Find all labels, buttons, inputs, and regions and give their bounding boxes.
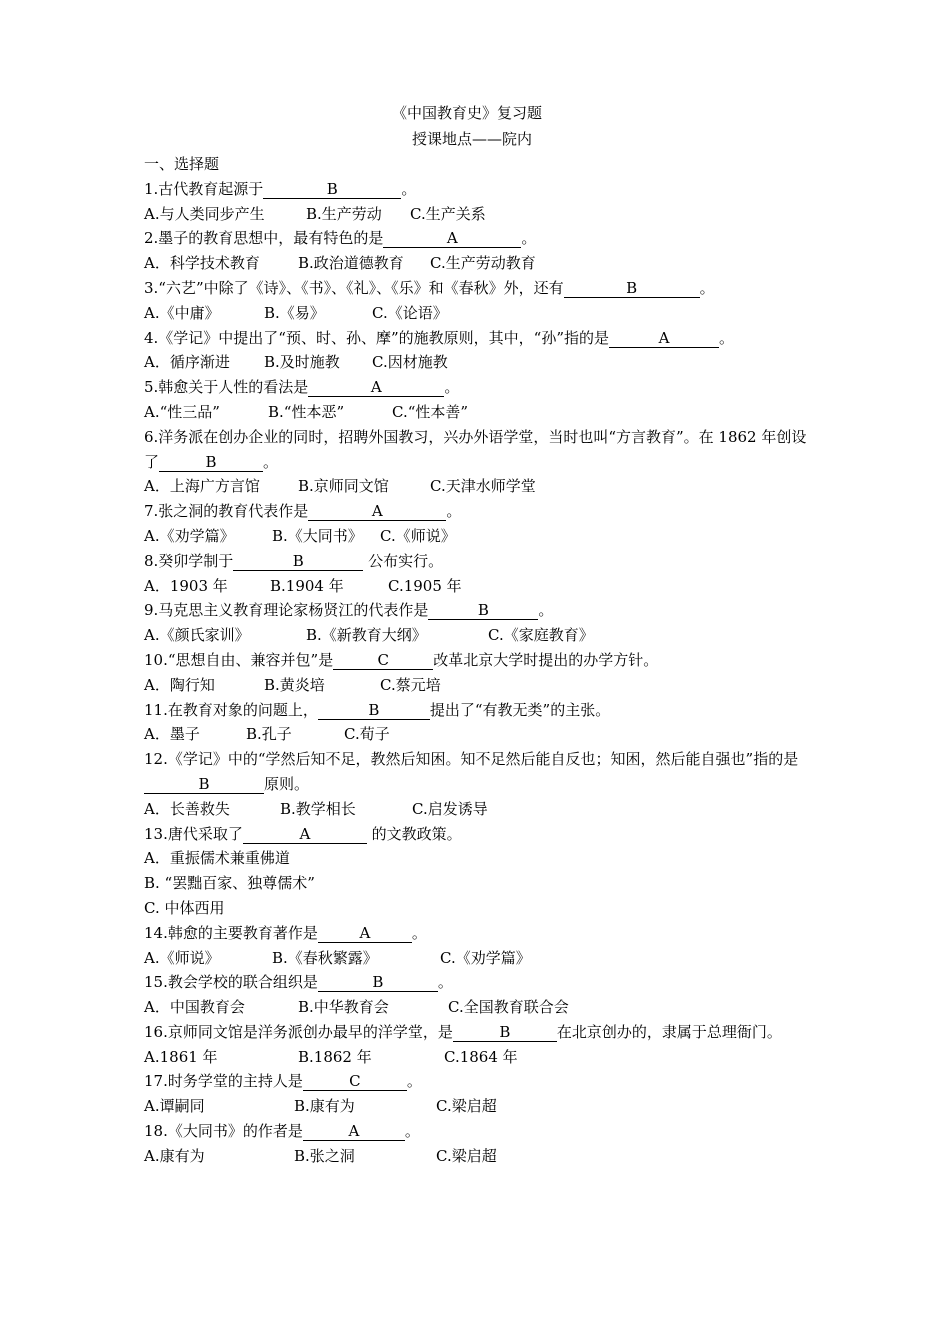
stem-text: 5.韩愈关于人性的看法是 bbox=[144, 378, 309, 397]
option-b: B. “罢黜百家、独尊儒术” bbox=[144, 874, 315, 893]
question-options bbox=[144, 995, 812, 1020]
answer-blank: A bbox=[308, 502, 446, 521]
question-options bbox=[144, 301, 812, 326]
stem-text: 的文教政策。 bbox=[366, 824, 462, 843]
stem-text: 14.韩愈的主要教育著作是 bbox=[144, 923, 318, 942]
stem-text: 。 bbox=[401, 179, 417, 198]
option-c: C.1864 年 bbox=[444, 1047, 518, 1066]
answer-blank: B bbox=[263, 180, 401, 199]
question-options bbox=[144, 400, 812, 425]
stem-text: 在北京创办的，隶属于总理衙门。 bbox=[556, 1022, 782, 1041]
option-a: A．1903 年 bbox=[144, 576, 228, 595]
option-c: C.生产关系 bbox=[410, 204, 486, 223]
document-subtitle: 授课地点——院内 bbox=[412, 130, 533, 148]
stem-text: 。 bbox=[699, 278, 715, 297]
option-a: A．上海广方言馆 bbox=[144, 477, 260, 496]
stem-text: 。 bbox=[437, 973, 453, 992]
answer-blank: B bbox=[453, 1023, 557, 1042]
stem-text: 。 bbox=[719, 328, 735, 347]
answer-blank: B bbox=[233, 552, 363, 571]
option-c: C.1905 年 bbox=[388, 576, 462, 595]
stem-text: 。 bbox=[538, 601, 554, 620]
question-options bbox=[144, 524, 812, 549]
option-c: C.《论语》 bbox=[372, 303, 448, 322]
option-b: B.教学相长 bbox=[280, 799, 356, 818]
option-c: C.生产劳动教育 bbox=[430, 254, 536, 273]
option-a: A.《师说》 bbox=[144, 948, 220, 967]
answer-blank: A bbox=[609, 329, 719, 348]
question-stem bbox=[144, 425, 812, 475]
stem-text: 。 bbox=[411, 923, 427, 942]
option-a: A.《中庸》 bbox=[144, 303, 220, 322]
question-options bbox=[144, 251, 812, 276]
option-a: A．中国教育会 bbox=[144, 998, 245, 1017]
question-stem bbox=[144, 598, 812, 623]
option-b: B.1904 年 bbox=[270, 576, 344, 595]
option-c: C.因材施教 bbox=[372, 353, 448, 372]
answer-blank: A bbox=[303, 1122, 405, 1141]
stem-text: 13.唐代采取了 bbox=[144, 824, 243, 843]
question-stem bbox=[144, 375, 812, 400]
stem-text: 7.张之洞的教育代表作是 bbox=[144, 502, 309, 521]
stem-text: 。 bbox=[263, 452, 279, 471]
question-options bbox=[144, 797, 812, 822]
stem-text: 3.“六艺”中除了《诗》、《书》、《礼》、《乐》和《春秋》外，还有 bbox=[144, 278, 564, 297]
option-a: A.“性三品” bbox=[144, 402, 220, 421]
question-stem bbox=[144, 747, 812, 797]
option-a: A．陶行知 bbox=[144, 675, 215, 694]
answer-blank: A bbox=[383, 229, 521, 248]
stem-text: 18.《大同书》的作者是 bbox=[144, 1122, 303, 1141]
question-stem bbox=[144, 549, 812, 574]
stem-text: 。 bbox=[406, 1072, 422, 1091]
question-options bbox=[144, 623, 812, 648]
stem-text: 2.墨子的教育思想中，最有特色的是 bbox=[144, 229, 384, 248]
option-b: B.“性本恶” bbox=[268, 402, 345, 421]
question-stem bbox=[144, 1069, 812, 1094]
answer-blank: B bbox=[159, 453, 263, 472]
option-b: B.及时施教 bbox=[264, 353, 340, 372]
option-a: A．重振儒术兼重佛道 bbox=[144, 849, 290, 868]
question-list bbox=[144, 152, 812, 1169]
option-a: A．循序渐进 bbox=[144, 353, 230, 372]
option-c: C.天津水师学堂 bbox=[430, 477, 536, 496]
stem-text: 4.《学记》中提出了“预、时、孙、摩”的施教原则，其中，“孙”指的是 bbox=[144, 328, 609, 347]
answer-blank: B bbox=[318, 701, 430, 720]
question-stem bbox=[144, 648, 812, 673]
option-c: C.荀子 bbox=[344, 725, 390, 744]
stem-text: 公布实行。 bbox=[363, 551, 444, 570]
stem-text: 10.“思想自由、兼容并包”是 bbox=[144, 650, 334, 669]
option-b: B.《大同书》 bbox=[272, 526, 363, 545]
option-c: C.《师说》 bbox=[380, 526, 456, 545]
option-c: C.全国教育联合会 bbox=[448, 998, 569, 1017]
option-b: B.《新教育大纲》 bbox=[306, 626, 427, 645]
question-options bbox=[144, 574, 812, 599]
question-stem bbox=[144, 177, 812, 202]
question-stem bbox=[144, 326, 812, 351]
stem-text: 。 bbox=[521, 229, 537, 248]
option-a: A.与人类同步产生 bbox=[144, 204, 265, 223]
question-stem bbox=[144, 276, 812, 301]
question-options bbox=[144, 722, 812, 747]
question-options bbox=[144, 350, 812, 375]
option-b: B.中华教育会 bbox=[298, 998, 389, 1017]
option-a: A.《颜氏家训》 bbox=[144, 626, 250, 645]
option-b: B.孔子 bbox=[246, 725, 292, 744]
stem-text: 15.教会学校的联合组织是 bbox=[144, 973, 318, 992]
option-b: B.生产劳动 bbox=[306, 204, 382, 223]
answer-blank: B bbox=[564, 279, 700, 298]
stem-text: 8.癸卯学制于 bbox=[144, 551, 234, 570]
answer-blank: B bbox=[428, 601, 538, 620]
option-a: A．科学技术教育 bbox=[144, 254, 260, 273]
question-options bbox=[144, 202, 812, 227]
document-title bbox=[0, 102, 950, 124]
option-b: B.1862 年 bbox=[298, 1047, 372, 1066]
option-a: A.《劝学篇》 bbox=[144, 526, 235, 545]
option-b: B.政治道德教育 bbox=[298, 254, 404, 273]
answer-blank: B bbox=[318, 973, 438, 992]
option-a: A．墨子 bbox=[144, 725, 200, 744]
stem-text: 17.时务学堂的主持人是 bbox=[144, 1072, 303, 1091]
question-stem bbox=[144, 1119, 812, 1144]
stem-text: 16.京师同文馆是洋务派创办最早的洋学堂，是 bbox=[144, 1022, 453, 1041]
option-b: B.《春秋繁露》 bbox=[272, 948, 378, 967]
option-a: A.谭嗣同 bbox=[144, 1097, 205, 1116]
answer-blank: A bbox=[308, 378, 444, 397]
question-options bbox=[144, 946, 812, 971]
option-c: C.梁启超 bbox=[436, 1097, 497, 1116]
question-stem bbox=[144, 822, 812, 847]
title-text: 《中国教育史》复习题 bbox=[391, 104, 542, 122]
question-stem bbox=[144, 698, 812, 723]
answer-blank: C bbox=[303, 1072, 407, 1091]
question-stem bbox=[144, 1020, 812, 1045]
stem-text: 改革北京大学时提出的办学方针。 bbox=[433, 650, 659, 669]
option-a: A．长善救失 bbox=[144, 799, 230, 818]
answer-blank: C bbox=[333, 651, 433, 670]
option-c: C.梁启超 bbox=[436, 1146, 497, 1165]
stem-text: 11.在教育对象的问题上， bbox=[144, 700, 318, 719]
option-c: C. 中体西用 bbox=[144, 898, 225, 917]
stem-text: 原则。 bbox=[264, 774, 310, 793]
option-c: C.《劝学篇》 bbox=[440, 948, 531, 967]
question-options bbox=[144, 673, 812, 698]
stem-text: 6.洋务派在创办企业的同时，招聘外国教习，兴办外语学堂，当时也叫“方言教育”。在 1862 年创设了 bbox=[144, 427, 807, 471]
stem-text: 。 bbox=[446, 502, 462, 521]
option-b: B.康有为 bbox=[294, 1097, 355, 1116]
stem-text: 。 bbox=[404, 1122, 420, 1141]
option-a: A.康有为 bbox=[144, 1146, 205, 1165]
question-options bbox=[144, 474, 812, 499]
answer-blank: A bbox=[243, 825, 367, 844]
option-a: A.1861 年 bbox=[144, 1047, 218, 1066]
question-stem bbox=[144, 921, 812, 946]
option-c: C.启发诱导 bbox=[412, 799, 488, 818]
question-options bbox=[144, 1144, 812, 1169]
section-heading: 一、选择题 bbox=[144, 155, 220, 173]
option-b: B.张之洞 bbox=[294, 1146, 355, 1165]
answer-blank: B bbox=[144, 775, 264, 794]
stem-text: 提出了“有教无类”的主张。 bbox=[429, 700, 611, 719]
question-options bbox=[144, 1045, 812, 1070]
option-c: C.“性本善” bbox=[392, 402, 469, 421]
question-stem bbox=[144, 499, 812, 524]
question-options bbox=[144, 1094, 812, 1119]
stem-text: 12.《学记》中的“学然后知不足，教然后知困。知不足然后能自反也；知困，然后能自强也”指的是 bbox=[144, 750, 799, 769]
stem-text: 。 bbox=[444, 378, 460, 397]
option-b: B.黄炎培 bbox=[264, 675, 325, 694]
stem-text: 1.古代教育起源于 bbox=[144, 179, 264, 198]
option-c: C.《家庭教育》 bbox=[488, 626, 594, 645]
question-stem bbox=[144, 970, 812, 995]
option-c: C.蔡元培 bbox=[380, 675, 441, 694]
stem-text: 9.马克思主义教育理论家杨贤江的代表作是 bbox=[144, 601, 429, 620]
question-stem bbox=[144, 226, 812, 251]
option-b: B.京师同文馆 bbox=[298, 477, 389, 496]
option-b: B.《易》 bbox=[264, 303, 325, 322]
answer-blank: A bbox=[318, 924, 412, 943]
